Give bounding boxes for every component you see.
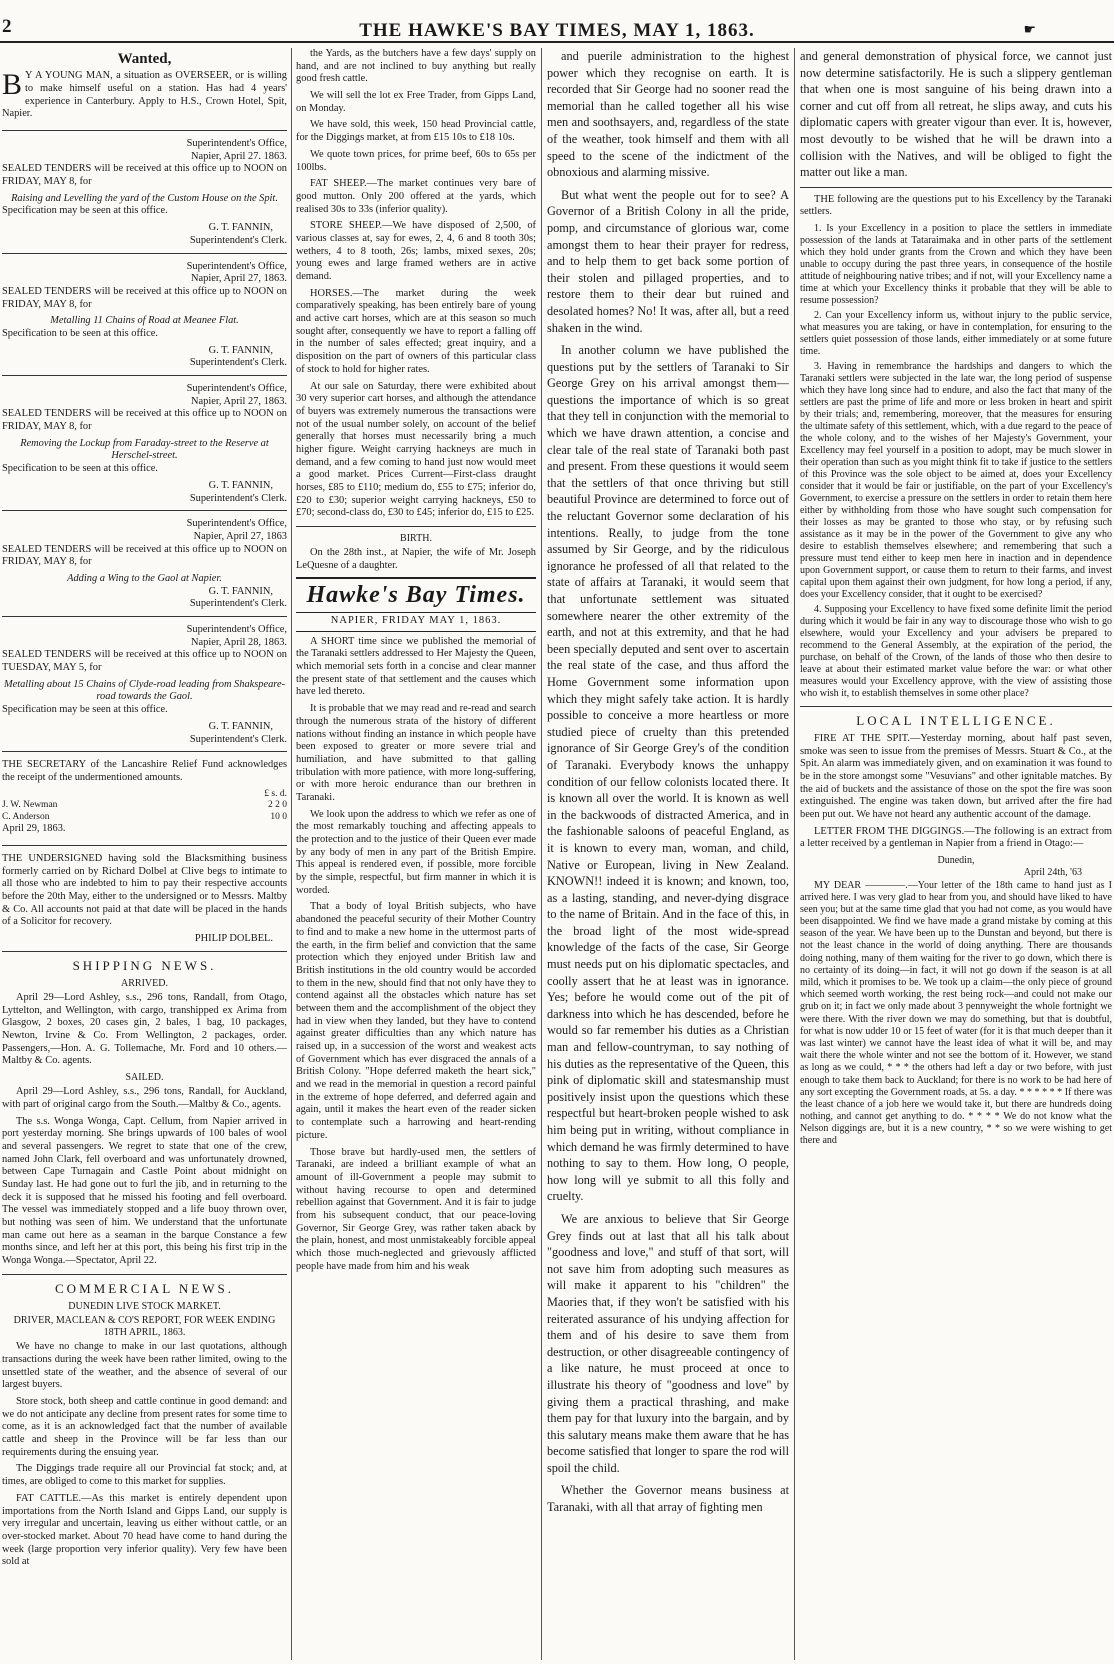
- tender-work: Raising and Levelling the yard of the Custom House on the Spit.: [11, 192, 278, 204]
- column-1: [2, 48, 287, 1660]
- paragraph: We have no change to make in our last quotations, although transactions during the week have been rather limited, owing to the unsettled state of the weather, and the absence of several of our largest buyers.: [2, 1341, 287, 1391]
- editorial-paragraph: That a body of loyal British subjects, who have abandoned the peaceful security of their Mother Country to find and to make a new home in the uttermost parts of the earth, in the firm belief and conviction that the same protection which they enjoyed under British law and British institutions in the old country would be accorded to them in the new, should find that not only have they to contend against all the obstacles which nature has set between them and the accomplishment of the object they had in view when they landed, but they have to contend against greater difficulties than any which nature has raised up, in a succession of the worst and weakest acts of Government which has ever disgraced the annals of a British Colony. "Hope deferred maketh the heart sick," and we read in the memorial in question a record painful in the extreme of hope deferred, and deferred again and again, until it makes the heart even of the reader sicken to contemplate such a harrowing and heart-rending picture.: [296, 901, 536, 1141]
- tender-signer: G. T. FANNIN,: [208, 344, 273, 356]
- column-4: [800, 48, 1112, 1660]
- shipping-news: [2, 958, 287, 1268]
- questions-intro: THE following are the questions put to his Excellency by the Taranaki settlers.: [800, 193, 1112, 218]
- editorial-paragraph: Whether the Governor means business at Taranaki, with all that array of fighting men: [547, 1483, 789, 1515]
- paragraph: We quote town prices, for prime beef, 60s to 65s per 100lbs.: [296, 148, 536, 173]
- market-title: DUNEDIN LIVE STOCK MARKET.: [68, 1300, 221, 1312]
- editorial-paragraph: It is probable that we may read and re-read and search through the numerous strata of the history of different nations without finding an instance in which people have been exposed to greater or more severe trial and humiliation, and have submitted to that galling tribulation with more patience, with more long-suffering, or with more heroic endurance than our brethren in Taranaki.: [296, 703, 536, 803]
- tender-office: Superintendent's Office,: [186, 518, 287, 530]
- tender-signer-title: Superintendent's Clerk.: [189, 492, 287, 504]
- divider: [800, 187, 1112, 188]
- relief-date: April 29, 1863.: [2, 823, 66, 835]
- subscriber-name: J. W. Newman: [2, 800, 58, 811]
- column-divider: [541, 48, 542, 1660]
- column-3: [547, 48, 789, 1660]
- dolbel-text: THE UNDERSIGNED having sold the Blacksmithing business formerly carried on by Richard Dolbel at Clive begs to intimate to all those who are indebted to him to pay their respective accounts before the 20th May, either to the undersigned or to Messrs. Maltby & Co. All accounts not paid at that date will be placed in the hands of a Solicitor for recovery.: [2, 853, 287, 928]
- shipping-title: SHIPPING NEWS.: [72, 957, 217, 973]
- tender-notice: [2, 622, 287, 752]
- currency-header: £ s. d.: [264, 788, 287, 799]
- paragraph: We have sold, this week, 150 head Provincial cattle, for the Diggings market, at from £15 10s to £18 10s.: [296, 119, 536, 144]
- birth-notice: On the 28th inst., at Napier, the wife of Mr. Joseph LeQuesne of a daughter.: [296, 547, 536, 571]
- wanted-ad: [2, 48, 287, 131]
- tender-spec: Specification to be seen at this office.: [2, 463, 158, 475]
- commercial-title: COMMERCIAL NEWS.: [55, 1280, 234, 1296]
- column-divider: [794, 48, 795, 1660]
- dolbel-notice: [2, 851, 287, 952]
- dropcap: B: [2, 68, 23, 102]
- report-title: DRIVER, MACLEAN & CO'S REPORT, FOR WEEK ENDING 18TH APRIL, 1863.: [13, 1314, 276, 1339]
- masthead: THE HAWKE'S BAY TIMES, MAY 1, 1863.: [359, 20, 755, 41]
- relief-text: THE SECRETARY of the Lancashire Relief Fund acknowledges the receipt of the undermentioned amounts.: [2, 759, 287, 783]
- tender-date: Napier, April 27, 1863.: [191, 273, 287, 285]
- subscriber-amount: 2 2 0: [268, 800, 287, 811]
- tender-signer-title: Superintendent's Clerk.: [189, 357, 287, 369]
- divider: [296, 526, 536, 527]
- paragraph: HORSES.—The market during the week comparatively speaking, has been entirely bare of young and active cart horses, which are at this season so much sought after, consequently we have to report a falling off in the number of sales effected; great inquiry, and a disposition on the part of owners of this particular class of stock to hold for higher rates.: [296, 287, 536, 375]
- tender-signer-title: Superintendent's Clerk.: [189, 234, 287, 246]
- tender-work: Metalling about 15 Chains of Clyde-road leading from Shakspeare-road towards the Gaol.: [3, 678, 286, 703]
- dolbel-signature: PHILIP DOLBEL.: [194, 933, 273, 945]
- column-2: [296, 48, 536, 1660]
- letter-intro: LETTER FROM THE DIGGINGS.—The following is an extract from a letter received by a gentleman in Napier from a friend in Otago:—: [800, 825, 1112, 850]
- tender-lead: SEALED TENDERS will be received at this office up to NOON on FRIDAY, MAY 8, for: [2, 163, 287, 188]
- tender-signer-title: Superintendent's Clerk.: [189, 598, 287, 610]
- tender-signer: G. T. FANNIN,: [208, 720, 273, 732]
- tender-signer-title: Superintendent's Clerk.: [189, 733, 287, 745]
- tender-work: Metalling 11 Chains of Road at Meanee Flat.: [50, 315, 239, 327]
- page-header: [0, 0, 1114, 44]
- header-rule: [0, 41, 1114, 43]
- tender-work: Removing the Lockup from Faraday-street to the Reserve at Herschel-street.: [20, 437, 269, 462]
- tender-lead: SEALED TENDERS will be received at this office up to NOON on FRIDAY, MAY 8, for: [2, 408, 287, 433]
- arrived-text: April 29—Lord Ashley, s.s., 296 tons, Randall, from Otago, Lyttelton, and Wellington, with cargo, transhipped ex Arima from Glasgow, 2 boxes, 20 cases gin, 2 bales, 1 bag, 10 packages, Newton, Irvine & Co. From Wellington, 2 packages, order. Passengers,—Hon. A. G. Tollemache, Mr. Ford and 10 others.—Maltby & Co. agents.: [2, 991, 287, 1067]
- editorial-paragraph: and puerile administration to the highest power which they recognise on earth. It is recorded that Sir George had no sooner read the memorial than he called together all his wise men and soothsayers, and, regardless of the state of the weather, took himself and them with all speed to the scene of the indictment of the obnoxious and alarming missive.: [547, 49, 789, 180]
- paragraph: The Diggings trade require all our Provincial fat stock; and, at times, are obliged to come to this market for supplies.: [2, 1463, 287, 1488]
- dateline: NAPIER, FRIDAY MAY 1, 1863.: [296, 615, 536, 632]
- subscriber-amount: 10 0: [270, 811, 287, 822]
- tender-spec: Specification may be seen at this office.: [2, 205, 168, 217]
- wanted-text: Y A YOUNG MAN, a situation as OVERSEER, or is willing to make himself useful on a station. Has had 4 years' experience in Canterbury. Apply to H.S., Crown Hotel, Spit, Napier.: [2, 70, 287, 120]
- fire-report: FIRE AT THE SPIT.—Yesterday morning, about half past seven, smoke was seen to issue from the premises of Messrs. Stuart & Co., at the Spit. An alarm was immediately given, and on examination it was found to be in the store amongst some "Vesuvians" and other ignitable matches. By the aid of buckets and the assistance of those on the spot the fire was soon extinguished. The engine was taken down, but arrived after the fire had been put out. We have not heard any authentic account of the damage.: [800, 732, 1112, 821]
- tender-signer: G. T. FANNIN,: [208, 479, 273, 491]
- paragraph: We will sell the lot ex Free Trader, from Gipps Land, on Monday.: [296, 90, 536, 114]
- tender-notices: [2, 136, 287, 752]
- local-title: LOCAL INTELLIGENCE.: [856, 713, 1056, 729]
- tender-work: Adding a Wing to the Gaol at Napier.: [67, 572, 222, 584]
- paragraph: FAT CATTLE.—As this market is entirely dependent upon importations from the North Island and Gipps Land, our supply is very irregular and uncertain, leaving us either without cattle, or an over-stocked market. About 70 head have come to hand during the week (large proportion very inferior quality). Very few have been sold at: [2, 1492, 287, 1568]
- tender-date: Napier, April 27, 1863: [193, 530, 287, 542]
- tender-notice: [2, 259, 287, 377]
- birth-label: BIRTH.: [400, 533, 432, 545]
- editorial-paragraph: We are anxious to believe that Sir George Grey finds out at last that all his talk about "goodness and love," and stuff of that sort, will not save him from adopting such measures as will make it apparent to his "children" the Maories that, if they won't be satisfied with his reiterated assurance of his undying affection for them and of his desire to save them from destruction, or other disagreeable contingency of a like nature, he must proceed at once to illustrate his theory of "goodness and love" by giving them a practical thrashing, and make them pay for that luxury into the bargain, and by this salutary means make them aware that he has become satisfied that longer to spare the rod will spoil the child.: [547, 1211, 789, 1475]
- questions-list: [800, 223, 1112, 700]
- paragraph: At our sale on Saturday, there were exhibited about 30 very superior cart horses, and although the attendance of buyers was extremely numerous the transactions were not of the usual number solely, on account of the belief generally that horses must necessarily bring a much higher figure. Weight carrying hackneys are much in demand, and a few coming to hand just now would meet a good market. Prices Current—First-class draught horses, £85 to £110; medium do, £55 to £75; inferior do, £20 to £30; superior weight carrying hackneys, £50 to £70; second-class do, £30 to £45; inferior do, £15 to £25.: [296, 380, 536, 519]
- paragraph: Store stock, both sheep and cattle continue in good demand: and we do not anticipate any decline from present rates for some time to come, as it is an acknowledged fact that the number of available cattle and sheep in the Province will be far less than our requirements during the ensuing year.: [2, 1396, 287, 1458]
- subscription-table: [2, 789, 287, 824]
- tender-spec: Specification may be seen at this office.: [2, 704, 168, 716]
- tender-lead: SEALED TENDERS will be received at this office up to NOON on FRIDAY, MAY 8, for: [2, 543, 287, 568]
- list-item: 1. Is your Excellency in a position to place the settlers in immediate possession of the lands at Tataraimaka and in other parts of the settlement which they hold under grants from the Crown and which they have been unable to occupy during the past three years, in consequence of the hostile attitude of neighbouring native tribes; and if not, will your Excellency name a time at which your Excellency thinks it probable that they will be able to resume possession?: [800, 223, 1112, 307]
- wanted-title: Wanted,: [117, 51, 172, 67]
- arrived-label: ARRIVED.: [121, 977, 168, 989]
- editorial-paragraph: A SHORT time since we published the memorial of the Taranaki settlers addressed to Her Majesty the Queen, which memorial sets forth in a concise and clear manner the present state of that settlement and the causes which have led thereto.: [296, 635, 536, 698]
- tender-lead: SEALED TENDERS will be received at this office up to NOON on TUESDAY, MAY 5, for: [2, 649, 287, 674]
- tender-signer: G. T. FANNIN,: [208, 222, 273, 234]
- editorial-paragraph: But what went the people out for to see? A Governor of a British Colony in all the pride, pomp, and circumstance of glorious war, come amongst them to hear their prayer for redress, and to help them to get back some portion of their stolen and pillaged properties, and to restore them to their dear but ruined and desolated homes? No! It was, after all, but a reed shaken in the wind.: [547, 187, 789, 335]
- subscriber-name: C. Anderson: [2, 811, 50, 822]
- tender-notice: [2, 516, 287, 617]
- tender-office: Superintendent's Office,: [186, 138, 287, 150]
- tender-office: Superintendent's Office,: [186, 383, 287, 395]
- tender-date: Napier, April 28, 1863.: [191, 636, 287, 648]
- editorial-paragraph: and general demonstration of physical force, we cannot just now determine satisfactorily. He is such a slippery gentleman that when one is most sanguine of his being drawn into a corner and cut off from all retreat, he slips away, and cuts his diplomatic capers with greater vigour than ever. It is, however, most devoutly to be wished that he will be drawn into a collision with the Natives, and will be obliged to fight the matter out like a man.: [800, 49, 1112, 180]
- paragraph: STORE SHEEP.—We have disposed of 2,500, of various classes at, say for ewes, 2, 4, 6 and 8 tooth 30s; wethers, 4 to 8 tooth, 26s; lambs, mixed sexes, 20s; young ewes and large framed wethers are in active demand.: [296, 220, 536, 282]
- editorial-paragraph: Those brave but hardly-used men, the settlers of Taranaki, are indeed a brilliant example of what an amount of ill-Government a people may submit to without having recourse to open and determined rebellion against that Government. And it is fair to judge from his subsequent conduct, that our peace-loving Governor, Sir George Grey, was rather taken aback by the plain, honest, and most unmistakeably forcible appeal which those much-neglected and grievously afflicted people have made from him and his weak: [296, 1146, 536, 1272]
- tender-date: Napier, April 27. 1863.: [191, 150, 287, 162]
- relief-fund-notice: [2, 757, 287, 846]
- letter: [800, 855, 1112, 1148]
- list-item: 2. Can your Excellency inform us, without injury to the public service, what measures you are taking, or have in contemplation, for ensuring to the settlers quiet possession of those lands, either immediately or at some future time.: [800, 310, 1112, 358]
- column-divider: [291, 48, 292, 1660]
- divider: [800, 706, 1112, 707]
- pointing-hand-icon: ☛: [1023, 23, 1036, 38]
- divider: [2, 1274, 287, 1275]
- editorial-paragraph: In another column we have published the questions put by the settlers of Taranaki to Sir George Grey on his arrival amongst them—questions the importance of which is so great that they tell in conjunction with the memorial to which we have drawn attention, a concise and clear tale of the real state of Taranaki both past and present. From these questions it would seem that the settlers of that once thriving but still beautiful Province are determined to force out of the reluctant Governor some declaration of his intentions. Really, to judge from the tone assumed by Sir George, and by the ridiculous ignorance he professed of all that related to the state of affairs at Taranaki, it would seem that that unfortunate settlement was situated somewhere nearer the other extremity of the earth, and not at this extremity, and that he had been specially deputed and sent over to ascertain the real state of the case, and thus afford the Home Government some information upon which they might safely take action. It is hardly possible to conceive a more heartless or more studied piece of cruelty than this pretended ignorance of Sir George Grey's of the condition of Taranaki. Everybody knows the unhappy condition of our fellow colonists located there. It is known all over the world. It is known as well in the backwoods of distracted America, and in the fashionable saloons of peaceful England, as it is known to every man, woman, and child, Native or European, living in New Zealand. KNOWN!! indeed it is known; and known, too, as a lasting, standing, and never-dying disgrace to the name of Britain. And in the face of this, in the broad light of the most wide-spread knowledge of the facts of the case, Sir George must needs put on his diplomatic spectacles, and coolly assert that he at least was in ignorance. Yes; before he would come out of the pit of darkness into which he has descended, before he would so far remember his duties as a Christian man and fellow-countryman, to say nothing of his duties as the representative of the Queen, this pink of diplomatic skill and statesmanship must positively insist upon the questions which these respectful but heart-broken people wished to ask him being put in writing, without compliance in which demand he was firmly determined to have nothing to say to them. How long, O people, how long will ye submit to all this folly and cruelty.: [547, 343, 789, 1204]
- list-item: 4. Supposing your Excellency to have fixed some definite limit the period during which it would be fair in any way to discourage those who wish to go elsewhere, would your Excellency and your advisers be prepared to recommend to the General Assembly, at the expiration of the period, the purchase, on behalf of the Crown, of the lands of those who then desire to leave at about their estimated market value before the war: or what other measures would your Excellency approve, with the view of assisting those who wish it, to establish themselves in some other place?: [800, 604, 1112, 700]
- table-row: [2, 800, 287, 812]
- page-number: 2: [2, 16, 12, 37]
- tender-date: Napier, April 27, 1863.: [191, 395, 287, 407]
- letter-date: April 24th, '63: [1023, 867, 1082, 879]
- tender-office: Superintendent's Office,: [186, 260, 287, 272]
- sailed-text: April 29—Lord Ashley, s.s., 296 tons, Randall, for Auckland, with part of original cargo from the South.—Maltby & Co., agents.: [2, 1086, 287, 1110]
- sailed-label: SAILED.: [125, 1072, 164, 1084]
- letter-body: MY DEAR ————.—Your letter of the 18th came to hand just as I arrived here. I was very glad to hear from you, and should have liked to have seen you; but at the same time glad that you had not come, as you would have been disappointed. We find we have made a grand mistake by coming at this season of the year. We have been up to the Dunstan and beyond, but there is not the least chance in the world of doing anything. There are thousands doing nothing, many of them waiting for the river to go down, which there is no certainty of its doing—in fact, it will not go down if the season is at all mild, which it promises to be. We took up a claim—the only piece of ground which seemed worth working, the rest being rock—and could not make our grub on it; in fact we only made about 3 pennyweight the whole fortnight we were there. With the river down we may do something, but that is doubtful, for what is now udder 10 or 15 feet of water (for it is that much deeper than it was last winter) we cannot have the least idea of what it will be, and may wait there the whole winter and not see the bottom of it. However, we stand as long as we could, * * * the others had left a day or two before, with just enough to take them back to Auckland; for there is no work to be had here of any sort excepting the Government roads, at 5s. a day. * * * * * * If there was the least chance of a job here we would take it, but there are hundreds doing nothing, and cannot get anything to do. * * * * We do not know what the Nelson diggings are, but it is a new country, * * so we were wishing to get there and: [800, 879, 1112, 1147]
- list-item: 3. Having in remembrance the hardships and dangers to which the Taranaki settlers were subjected in the late war, the long period of suspense which they have long since had to endure, and also the fact that many of the settlers are past the prime of life and more or less broken in heart and spirit by their trials; and, remembering, moreover, that the measures for ensuring the ultimate safety of this settlement, which, with a due regard to the peace of the whole colony, and to the wishes of her Majesty's Government, your Excellency may feel yourself in a position to adopt, may be much slower in their operation than such as you might think fit to take if justice to the settlers of this Province was the sole object to be aimed at, does your Excellency consider that it would be fair or justifiable, on the part of your Excellency's Government, to exercise a pressure on the settlers in order to retain them here either by withholding from those who have sought such compensation for their losses as may be granted to those who stay, or by refusing such assistance as it may be in the power of the Government to give any who desire to establish themselves elsewhere; and remembering that such a pressure must tend either to keep men here in inaction and in dependence upon Government support, or cause them to return to their farms, and invest capital upon them against their own judgment, for how long a period, if any, does your Excellency consider, that it ought to be exercised?: [800, 361, 1112, 601]
- tender-lead: SEALED TENDERS will be received at this office up to NOON on FRIDAY, MAY 8, for: [2, 285, 287, 310]
- wonga-report: The s.s. Wonga Wonga, Capt. Cellum, from Napier arrived in port yesterday morning. She brings upwards of 100 bales of wool and several passengers. We regret to state that one of the crew, named John Clark, fell overboard and was unfortunately drowned, between Cape Turnagain and Castle Point about midnight on Sunday last. He had gone out to furl the jib, and in returning to the deck it is supposed that he missed his footing and fell overboard. The vessel was immediately stopped and a life buoy thrown over, but nothing was seen of him. We understand that the unfortunate man came out here as a seaman in the barque Constance a few months since, and left her at this port, this being his first trip in the Wonga Wonga.—Spectator, April 22.: [2, 1115, 287, 1267]
- tender-spec: Specification to be seen at this office.: [2, 327, 158, 339]
- paragraph: the Yards, as the butchers have a few days' supply on hand, and are not inclined to buy anything but really good fresh cattle.: [296, 48, 536, 85]
- commercial-news: [2, 1281, 287, 1569]
- nameplate: Hawke's Bay Times.: [296, 577, 536, 613]
- tender-signer: G. T. FANNIN,: [208, 585, 273, 597]
- table-row: [2, 812, 287, 824]
- tender-notice: [2, 136, 287, 254]
- paragraph: FAT SHEEP.—The market continues very bare of good mutton. Only 200 offered at the yards, which realised 30s to 33s (inferior quality).: [296, 178, 536, 215]
- tender-notice: [2, 381, 287, 511]
- letter-place: Dunedin,: [937, 855, 975, 867]
- editorial-paragraph: We look upon the address to which we refer as one of the most remarkably touching and affecting appeals to the protection and to the justice of their Queen ever made by any body of men in any part of the British Empire. This appeal is rendered even, if possible, more forcible by the simple, respectful, but firm manner in which it is worded.: [296, 808, 536, 896]
- tender-office: Superintendent's Office,: [186, 624, 287, 636]
